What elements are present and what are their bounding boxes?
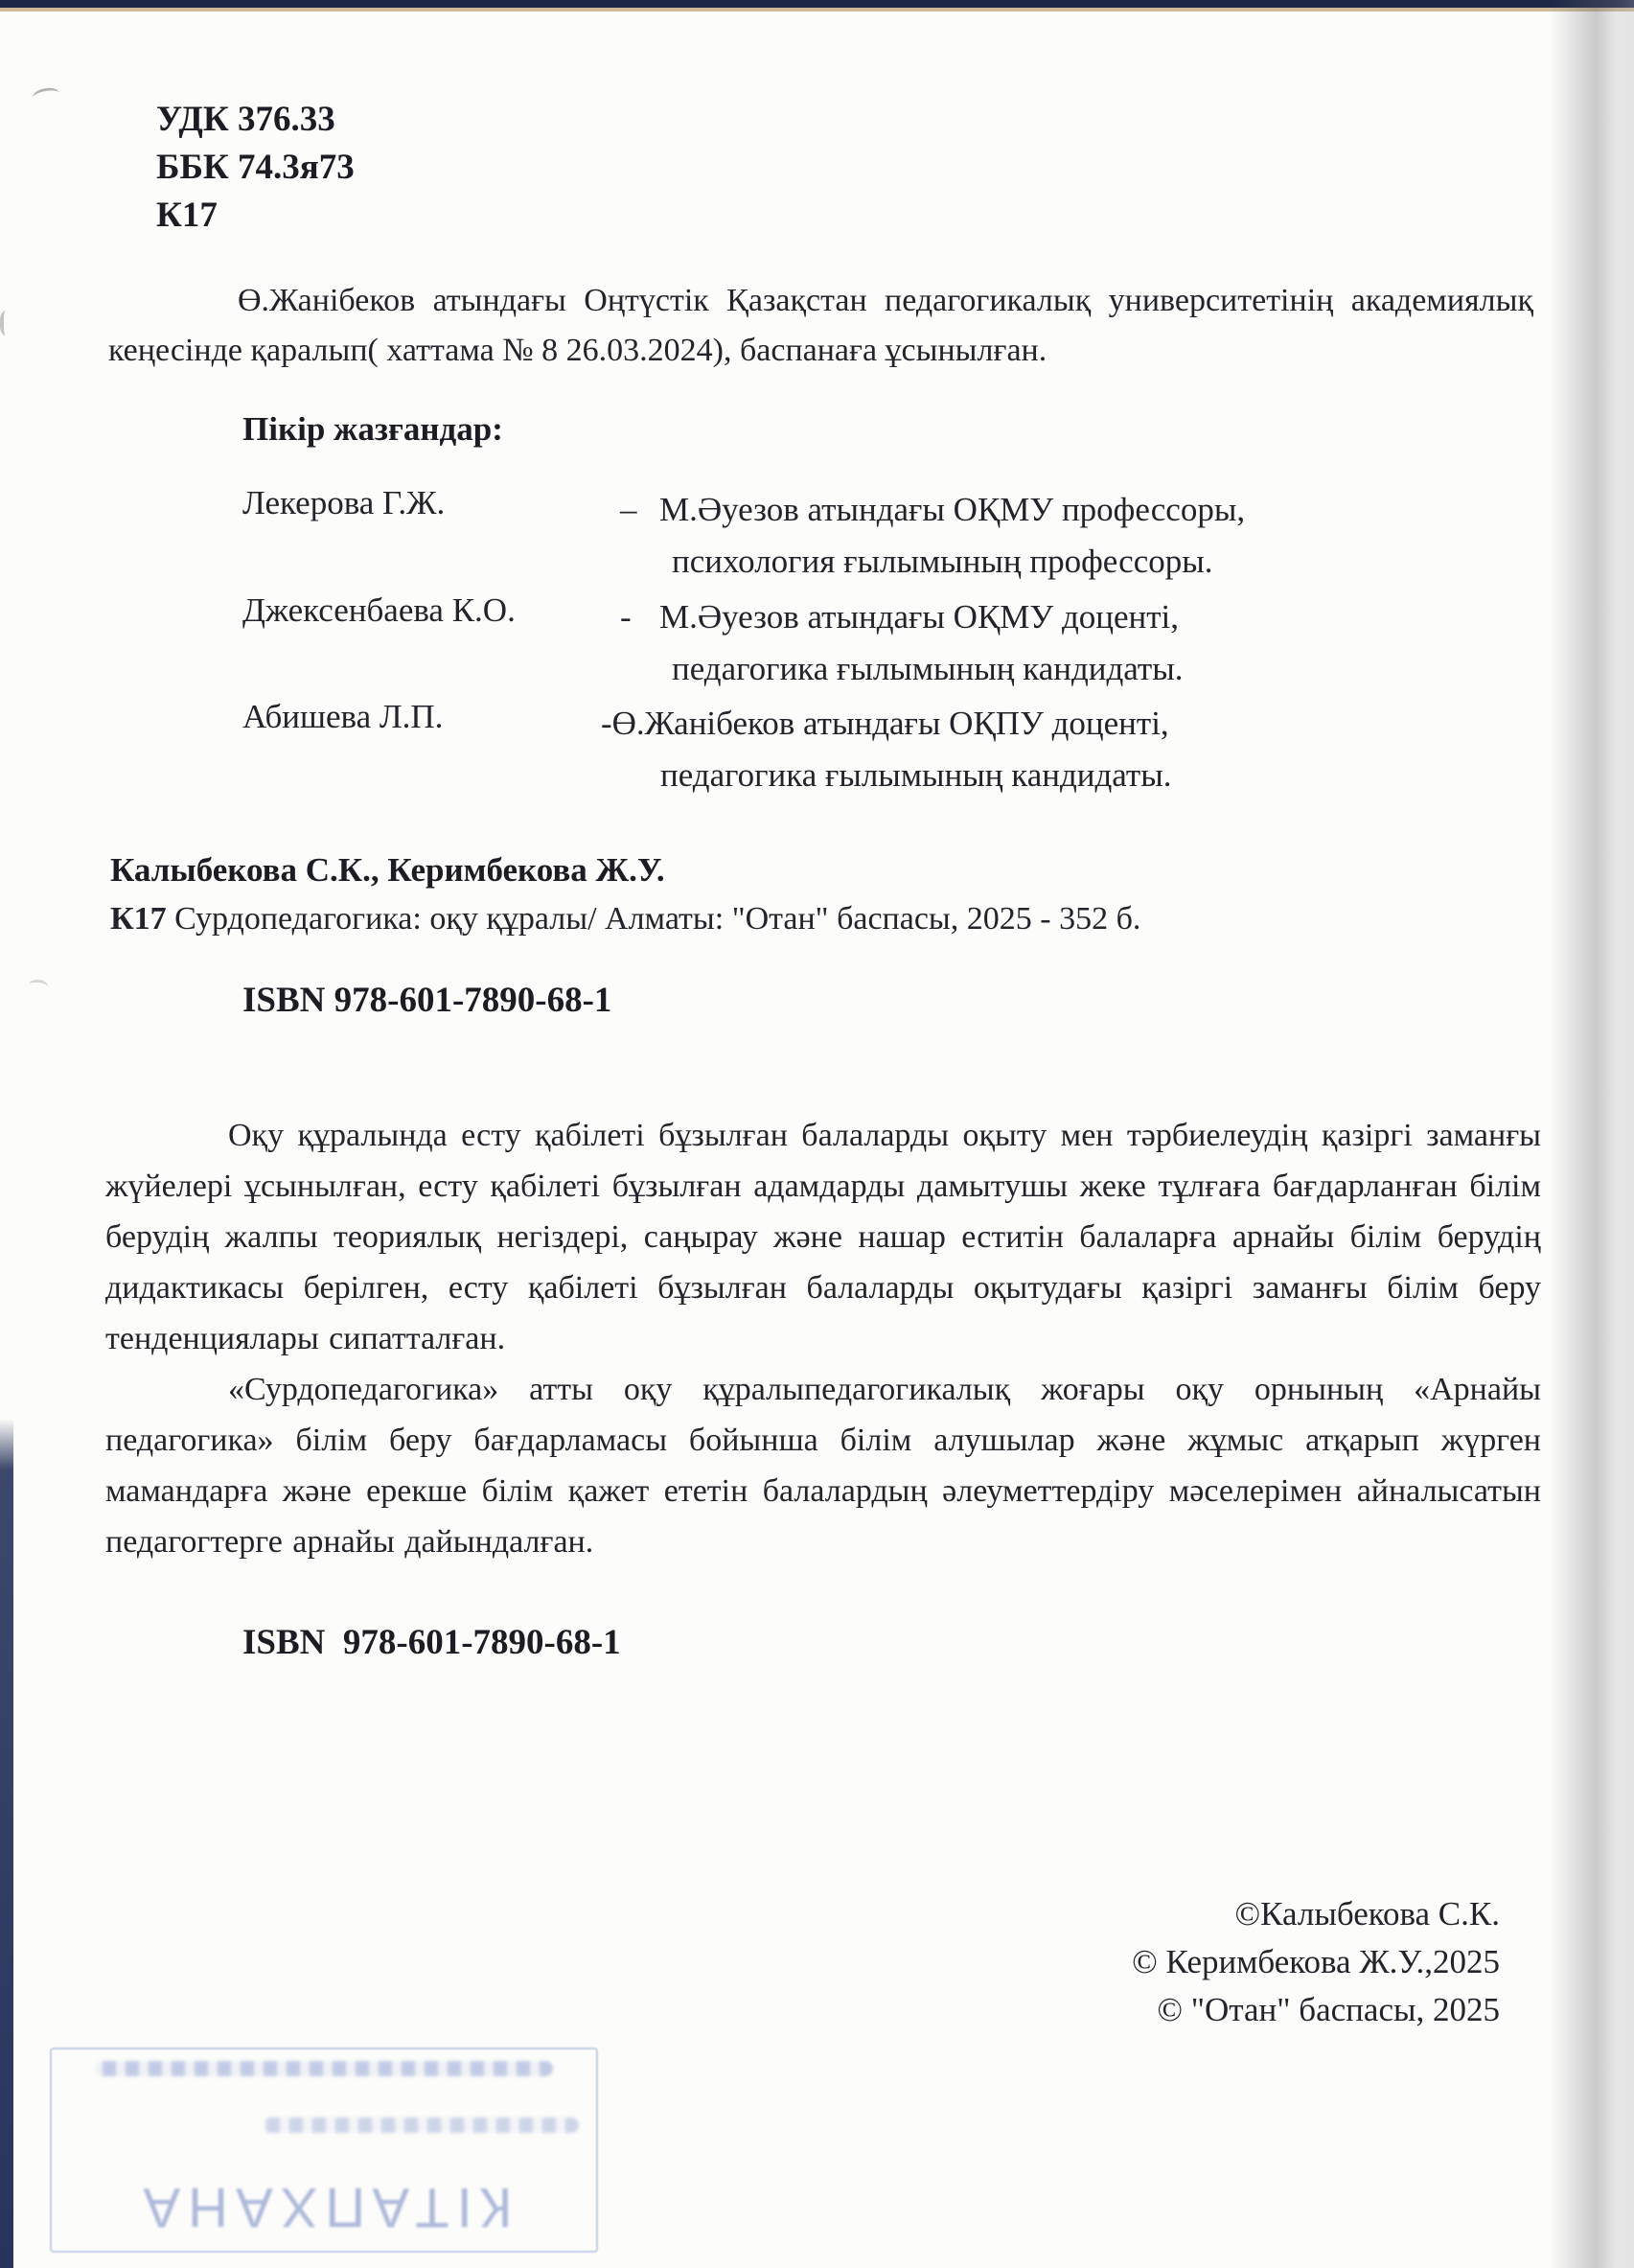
- annotation-block: [105, 1110, 1541, 1567]
- reviewers-heading: Пікір жазғандар:: [242, 410, 503, 448]
- scan-top-edge: [0, 0, 1634, 8]
- annotation-paragraph-1: Оқу құралында есту қабілеті бұзылған балаларды оқыту мен тәрбиелеудің қазіргі заманғы жүйелері ұсынылған, есту қабілеті бұзылған адамдарды дамытушы жеке тұлғаға бағдарланған білім берудің жалпы теориялық негіздері, саңырау және нашар еститін балаларға арнайы білім берудің дидактикасы берілген, есту қабілеті бұзылған балаларды оқытудағы қазіргі заманғы білім беру тенденциялары сипатталған.: [105, 1118, 1541, 1356]
- reviewer-role-line1: М.Әуезов атындағы ОҚМУ доценті,: [659, 598, 1180, 636]
- scan-artifact-mark: [28, 979, 48, 993]
- scan-right-shadow: [1550, 0, 1634, 2268]
- scan-artifact-mark: [32, 86, 60, 105]
- approval-paragraph: Ө.Жанібеков атындағы Оңтүстік Қазақстан педагогикалық университетінің академиялық кеңесінде қаралып( хаттама № 8 26.03.2024), баспанаға ұсынылған.: [108, 283, 1533, 368]
- reviewer-role-line1: -Ө.Жанібеков атындағы ОҚПУ доценті,: [601, 705, 1169, 742]
- reviewer-role: [607, 484, 1364, 588]
- library-stamp-smudge: [263, 2118, 579, 2134]
- author-sign-line: К17: [156, 196, 218, 235]
- reviewer-name: Джексенбаева К.О.: [242, 591, 516, 629]
- bbk-line: ББК 74.3я73: [156, 148, 355, 187]
- library-stamp-text: КІТАПХАНА: [135, 2176, 513, 2238]
- reviewer-dash: -: [620, 598, 632, 636]
- copyright-line-3: © "Отан" баспасы, 2025: [1157, 1991, 1500, 2028]
- isbn-line-2: ISBN 978-601-7890-68-1: [242, 1623, 621, 1662]
- reviewer-role-line2: педагогика ғылымының кандидаты.: [660, 756, 1172, 794]
- scan-top-edge-tan-line: [0, 8, 1634, 12]
- copyright-line-2: © Керимбекова Ж.У.,2025: [1132, 1943, 1500, 1980]
- scan-artifact-mark: [0, 311, 13, 336]
- reviewer-role-line2: педагогика ғылымының кандидаты.: [672, 650, 1184, 687]
- reviewer-role-line1: М.Әуезов атындағы ОҚМУ профессоры,: [659, 491, 1246, 528]
- classification-block: [156, 96, 355, 240]
- library-stamp: [50, 2048, 598, 2253]
- catalog-entry-text: Сурдопедагогика: оқу құралы/ Алматы: "Отан" баспасы, 2025 - 352 б.: [174, 901, 1141, 937]
- udc-line: УДК 376.33: [156, 100, 335, 139]
- reviewer-name: Лекерова Г.Ж.: [242, 484, 446, 521]
- isbn-line-1: ISBN 978-601-7890-68-1: [242, 981, 612, 1020]
- reviewer-role-line2: психология ғылымының профессоры.: [672, 543, 1213, 580]
- reviewer-role: [601, 698, 1358, 801]
- library-stamp-content: [52, 2049, 596, 2251]
- catalog-authors: Калыбекова С.К., Керимбекова Ж.У.: [110, 851, 665, 889]
- copyright-block: [1132, 1890, 1500, 2034]
- catalog-code: К17: [110, 901, 167, 937]
- reviewer-role: [607, 591, 1364, 695]
- reviewer-dash: –: [620, 491, 637, 528]
- annotation-paragraph-2: «Сурдопедагогика» атты оқу құралыпедагогикалық жоғары оқу орнының «Арнайы педагогика» білім беру бағдарламасы бойынша білім алушылар және жұмыс атқарып жүрген мамандарға және ерекше білім қажет ететін балалардың әлеуметтердіру мәселерімен айналысатын педагогтерге арнайы дайындалған.: [105, 1372, 1541, 1560]
- copyright-line-1: ©Калыбекова С.К.: [1234, 1895, 1500, 1932]
- reviewer-name: Абишева Л.П.: [242, 698, 444, 735]
- catalog-entry: [110, 901, 1260, 937]
- library-stamp-smudge: [95, 2061, 554, 2076]
- scan-left-edge: [0, 1419, 13, 2268]
